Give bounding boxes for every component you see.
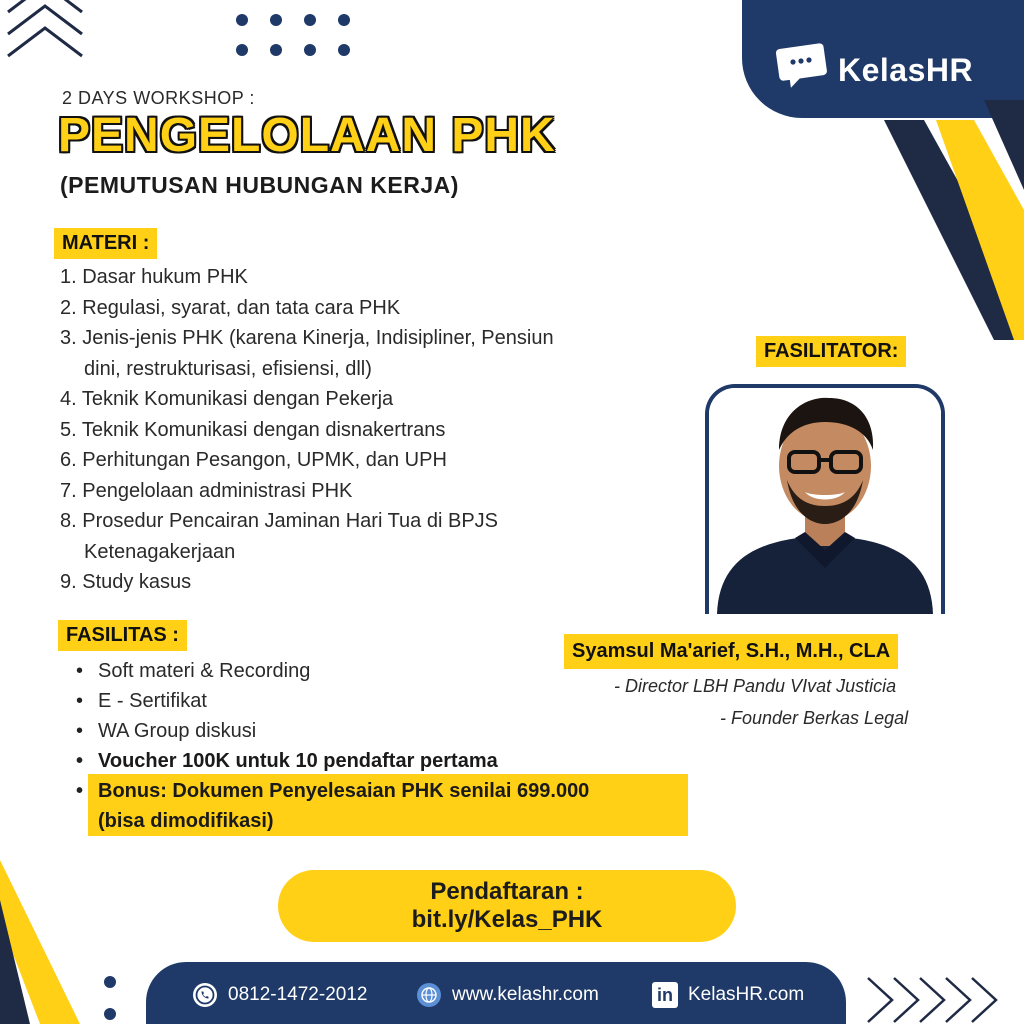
page-subtitle: (PEMUTUSAN HUBUNGAN KERJA) bbox=[60, 172, 459, 198]
list-item: 4. Teknik Komunikasi dengan Pekerja bbox=[60, 388, 394, 410]
list-item: 1. Dasar hukum PHK bbox=[60, 266, 248, 288]
person-portrait-icon bbox=[709, 388, 941, 614]
fasilitator-name: Syamsul Ma'arief, S.H., M.H., CLA bbox=[564, 634, 898, 669]
registration-button[interactable] bbox=[278, 870, 736, 942]
page-title: PENGELOLAAN PHK bbox=[58, 109, 556, 162]
linkedin-handle: KelasHR.com bbox=[688, 984, 805, 1005]
list-item: Ketenagakerjaan bbox=[84, 540, 236, 563]
contact-linkedin[interactable] bbox=[652, 982, 804, 1008]
whatsapp-icon bbox=[192, 982, 218, 1008]
bonus-line-1: Bonus: Dokumen Penyelesaian PHK senilai 699.000 bbox=[98, 780, 590, 802]
list-item: • Soft materi & Recording bbox=[76, 656, 716, 686]
registration-link[interactable]: bit.ly/Kelas_PHK bbox=[411, 906, 603, 933]
list-item: • E - Sertifikat bbox=[76, 686, 716, 716]
list-item: • WA Group diskusi bbox=[76, 716, 716, 746]
diagonal-stripes-decoration-left bbox=[0, 860, 90, 1024]
logo-text: KelasHR bbox=[838, 52, 974, 88]
chevron-right-decoration-icon bbox=[864, 970, 1024, 1024]
dot-pattern-bottom bbox=[100, 972, 140, 1024]
fasilitator-role-2: - Founder Berkas Legal bbox=[720, 708, 909, 728]
list-item: 8. Prosedur Pencairan Jaminan Hari Tua di BPJS bbox=[60, 510, 498, 532]
workshop-duration: 2 DAYS WORKSHOP : bbox=[62, 88, 255, 108]
fasilitas-label: FASILITAS : bbox=[58, 620, 187, 651]
chat-bubble-icon bbox=[776, 42, 828, 88]
list-item: • Voucher 100K untuk 10 pendaftar pertama bbox=[76, 746, 716, 776]
contact-phone[interactable] bbox=[192, 982, 367, 1008]
list-item: 6. Perhitungan Pesangon, UPMK, dan UPH bbox=[60, 449, 447, 471]
fasilitator-label: FASILITATOR: bbox=[756, 336, 906, 367]
materi-label: MATERI : bbox=[54, 228, 157, 259]
list-item: 2. Regulasi, syarat, dan tata cara PHK bbox=[60, 296, 401, 319]
dot-pattern bbox=[232, 8, 332, 58]
globe-icon bbox=[416, 982, 442, 1008]
list-item: 9. Study kasus bbox=[60, 571, 192, 593]
chevron-up-decoration-icon bbox=[0, 0, 90, 70]
list-item: dini, restrukturisasi, efisiensi, dll) bbox=[84, 357, 372, 380]
bonus-line-2: (bisa dimodifikasi) bbox=[98, 810, 274, 832]
list-item: 3. Jenis-jenis PHK (karena Kinerja, Indisipliner, Pensiun bbox=[60, 327, 554, 349]
contact-website[interactable] bbox=[416, 982, 599, 1008]
linkedin-icon: in bbox=[652, 982, 678, 1008]
fasilitator-photo bbox=[705, 384, 945, 614]
registration-label: Pendaftaran : bbox=[430, 878, 584, 905]
list-item-bonus bbox=[76, 776, 716, 836]
list-item: 5. Teknik Komunikasi dengan disnakertrans bbox=[60, 418, 446, 441]
phone-number: 0812-1472-2012 bbox=[228, 984, 368, 1005]
fasilitator-role-1: - Director LBH Pandu VIvat Justicia bbox=[614, 676, 897, 696]
diagonal-stripes-decoration bbox=[824, 100, 1024, 340]
website-url: www.kelashr.com bbox=[452, 984, 599, 1005]
contact-bar bbox=[146, 962, 846, 1024]
materi-list bbox=[60, 262, 700, 598]
list-item: 7. Pengelolaan administrasi PHK bbox=[60, 479, 353, 502]
